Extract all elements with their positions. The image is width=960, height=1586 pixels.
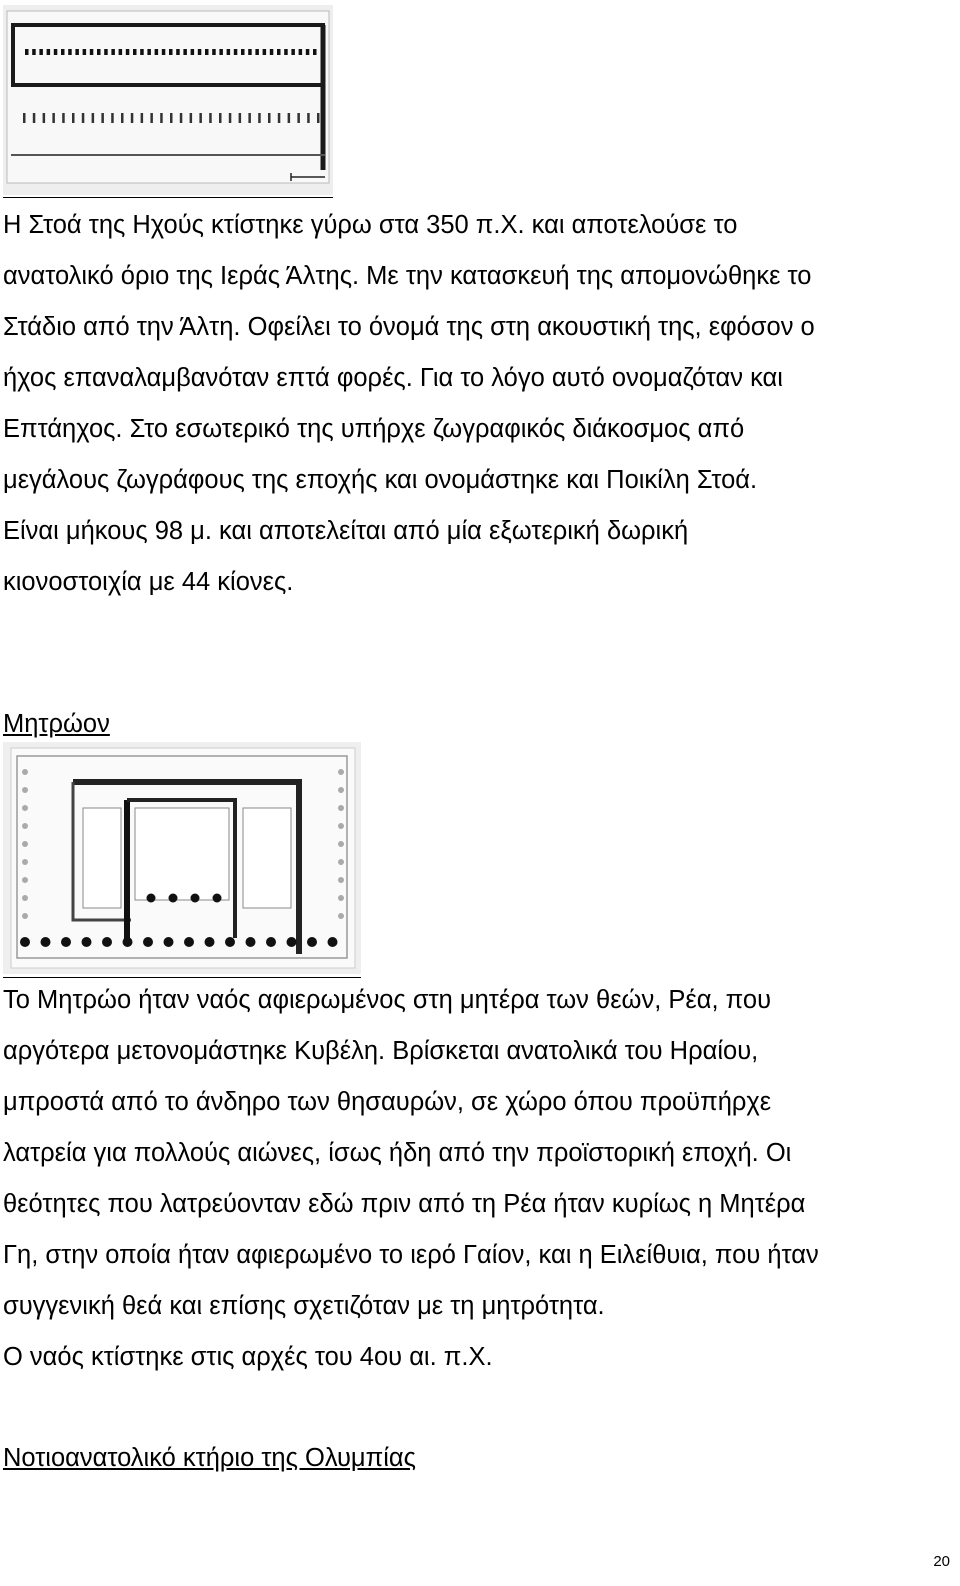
stoa-plan-column: [43, 113, 46, 123]
stoa-plan-column: [140, 49, 144, 55]
stoa-plan-column: [133, 49, 137, 55]
metroon-peristyle-column: [307, 937, 317, 947]
metroon-pronaos-column: [213, 894, 222, 903]
stoa-plan-column: [82, 113, 85, 123]
stoa-plan-column: [191, 49, 195, 55]
stoa-paragraph: [3, 200, 955, 608]
stoa-plan-column: [23, 113, 26, 123]
metroon-pronaos-column: [191, 894, 200, 903]
metroon-peristyle-column: [143, 937, 153, 947]
metroon-line: Γη, στην οποία ήταν αφιερωμένο το ιερό Γαίον, και η Ειλείθυια, που ήταν: [3, 1241, 819, 1269]
metroon-side-column: [338, 805, 344, 811]
metroon-peristyle-column: [266, 937, 276, 947]
stoa-plan-column: [198, 49, 202, 55]
metroon-peristyle-column: [246, 937, 256, 947]
stoa-plan-column: [150, 113, 153, 123]
stoa-plan-column: [248, 113, 251, 123]
stoa-plan-column: [169, 49, 173, 55]
stoa-plan-column: [170, 113, 173, 123]
metroon-peristyle-column: [82, 937, 92, 947]
stoa-plan-column: [39, 49, 43, 55]
metroon-side-column: [338, 859, 344, 865]
metroon-peristyle-column: [328, 937, 338, 947]
stoa-plan-column: [97, 49, 101, 55]
stoa-plan-column: [291, 49, 295, 55]
stoa-plan-column: [258, 113, 261, 123]
stoa-plan-column: [219, 113, 222, 123]
metroon-side-column: [338, 769, 344, 775]
stoa-plan-column: [239, 113, 242, 123]
metroon-paragraph: [3, 975, 955, 1383]
metroon-line: θεότητες που λατρεύονταν εδώ πριν από τη Ρέα ήταν κυρίως η Μητέρα: [3, 1190, 806, 1218]
stoa-plan-column: [104, 49, 108, 55]
metroon-line: μπροστά από το άνδηρο των θησαυρών, σε χώρο όπου προϋπήρχε: [3, 1088, 772, 1116]
stoa-plan-column: [176, 49, 180, 55]
stoa-plan-column: [299, 49, 303, 55]
stoa-plan-column: [61, 49, 65, 55]
stoa-line: Στάδιο από την Άλτη. Οφείλει το όνομά της στη ακουστική της, εφόσον ο: [3, 313, 815, 341]
metroon-side-column: [338, 787, 344, 793]
stoa-plan-column: [180, 113, 183, 123]
metroon-pronaos-column: [169, 894, 178, 903]
stoa-plan-column: [229, 113, 232, 123]
metroon-side-column: [22, 895, 28, 901]
metroon-side-column: [338, 841, 344, 847]
stoa-plan-column: [25, 49, 29, 55]
stoa-plan-column: [62, 113, 64, 123]
metroon-side-column: [338, 877, 344, 883]
stoa-plan-column: [75, 49, 79, 55]
metroon-side-column: [22, 823, 28, 829]
stoa-line: μεγάλους ζωγράφους της εποχής και ονομάστηκε και Ποικίλη Στοά.: [3, 466, 758, 494]
stoa-plan-column: [160, 113, 163, 123]
stoa-line: Επτάηχος. Στο εσωτερικό της υπήρχε ζωγραφικός διάκοσμος από: [3, 415, 745, 443]
stoa-plan-column: [90, 49, 94, 55]
stoa-line: ήχος επαναλαμβανόταν επτά φορές. Για το λόγο αυτό ονομαζόταν και: [3, 364, 783, 392]
stoa-plan-column: [297, 113, 300, 123]
metroon-peristyle-column: [102, 937, 112, 947]
stoa-plan-column: [183, 49, 187, 55]
stoa-figure-rule: [3, 197, 333, 198]
stoa-plan-column: [162, 49, 166, 55]
stoa-plan-column: [199, 113, 202, 123]
metroon-peristyle-column: [205, 937, 215, 947]
stoa-plan-column: [270, 49, 274, 55]
stoa-plan-column: [277, 49, 281, 55]
metroon-side-column: [338, 895, 344, 901]
stoa-plan-column: [268, 113, 271, 123]
stoa-plan-column: [313, 49, 317, 55]
metroon-pronaos-column: [147, 894, 156, 903]
stoa-plan-figure: [3, 5, 333, 195]
metroon-peristyle-column: [61, 937, 71, 947]
stoa-plan-column: [121, 113, 124, 123]
stoa-plan-column: [288, 113, 291, 123]
metroon-side-column: [22, 841, 28, 847]
stoa-plan-column: [101, 113, 104, 123]
stoa-plan-column: [32, 49, 36, 55]
stoa-plan-column: [212, 49, 216, 55]
stoa-plan-column: [111, 113, 114, 123]
stoa-plan-column: [248, 49, 252, 55]
stoa-plan-column: [54, 49, 58, 55]
page-number: 20: [933, 1553, 950, 1570]
metroon-line: Ο ναός κτίστηκε στις αρχές του 4ου αι. π.Χ.: [3, 1343, 493, 1371]
metroon-peristyle-column: [123, 937, 133, 947]
stoa-plan-column: [72, 113, 75, 123]
metroon-side-column: [22, 877, 28, 883]
stoa-plan-column: [278, 113, 281, 123]
stoa-plan-column: [33, 113, 36, 123]
stoa-plan-column: [255, 49, 259, 55]
stoa-plan-column: [190, 113, 193, 123]
metroon-side-column: [338, 913, 344, 919]
stoa-line: κιονοστοιχία με 44 κίονες.: [3, 568, 294, 596]
metroon-plan-figure: [3, 742, 361, 974]
stoa-plan-column: [111, 49, 115, 55]
metroon-side-column: [22, 805, 28, 811]
metroon-peristyle-column: [41, 937, 51, 947]
southeast-building-heading: Νοτιοανατολικό κτήριο της Ολυμπίας: [3, 1444, 416, 1472]
metroon-heading: Μητρώον: [3, 710, 110, 738]
metroon-line: συγγενική θεά και επίσης σχετιζόταν με τη μητρότητα.: [3, 1292, 605, 1320]
stoa-plan-column: [47, 49, 51, 55]
stoa-plan-column: [227, 49, 231, 55]
stoa-plan-column: [205, 49, 209, 55]
stoa-plan-column: [234, 49, 238, 55]
metroon-peristyle-column: [20, 937, 30, 947]
metroon-line: λατρεία για πολλούς αιώνες, ίσως ήδη από την προϊστορική εποχή. Οι: [3, 1139, 792, 1167]
metroon-line: αργότερα μετονομάστηκε Κυβέλη. Βρίσκεται ανατολικά του Ηραίου,: [3, 1037, 759, 1065]
stoa-line: Είναι μήκους 98 μ. και αποτελείται από μία εξωτερική δωρική: [3, 517, 689, 545]
stoa-line: ανατολικό όριο της Ιεράς Άλτης. Με την κατασκευή της απομονώθηκε το: [3, 262, 812, 290]
metroon-side-column: [22, 769, 28, 775]
metroon-peristyle-column: [287, 937, 297, 947]
stoa-plan-column: [263, 49, 267, 55]
metroon-side-column: [338, 823, 344, 829]
stoa-plan-column: [68, 49, 72, 55]
metroon-plan-drawing: [3, 742, 361, 974]
stoa-plan-column: [131, 113, 134, 123]
stoa-plan-column: [155, 49, 159, 55]
stoa-plan-column: [306, 49, 310, 55]
metroon-side-column: [22, 913, 28, 919]
metroon-side-column: [22, 787, 28, 793]
metroon-peristyle-column: [164, 937, 174, 947]
stoa-plan-column: [209, 113, 212, 123]
stoa-plan-column: [52, 113, 55, 123]
stoa-plan-column: [92, 113, 95, 123]
stoa-plan-column: [141, 113, 144, 123]
stoa-plan-column: [317, 113, 320, 123]
stoa-line: Η Στοά της Ηχούς κτίστηκε γύρω στα 350 π.Χ. και αποτελούσε το: [3, 211, 738, 239]
stoa-plan-column: [119, 49, 123, 55]
metroon-side-column: [22, 859, 28, 865]
stoa-plan-column: [147, 49, 151, 55]
stoa-plan-column: [241, 49, 245, 55]
metroon-peristyle-column: [225, 937, 235, 947]
metroon-line: Το Μητρώο ήταν ναός αφιερωμένος στη μητέρα των θεών, Ρέα, που: [3, 986, 772, 1014]
stoa-plan-column: [307, 113, 310, 123]
stoa-plan-drawing: [3, 5, 333, 195]
stoa-plan-column: [83, 49, 87, 55]
stoa-plan-column: [126, 49, 130, 55]
metroon-peristyle-column: [184, 937, 194, 947]
stoa-plan-column: [284, 49, 288, 55]
stoa-plan-column: [219, 49, 223, 55]
